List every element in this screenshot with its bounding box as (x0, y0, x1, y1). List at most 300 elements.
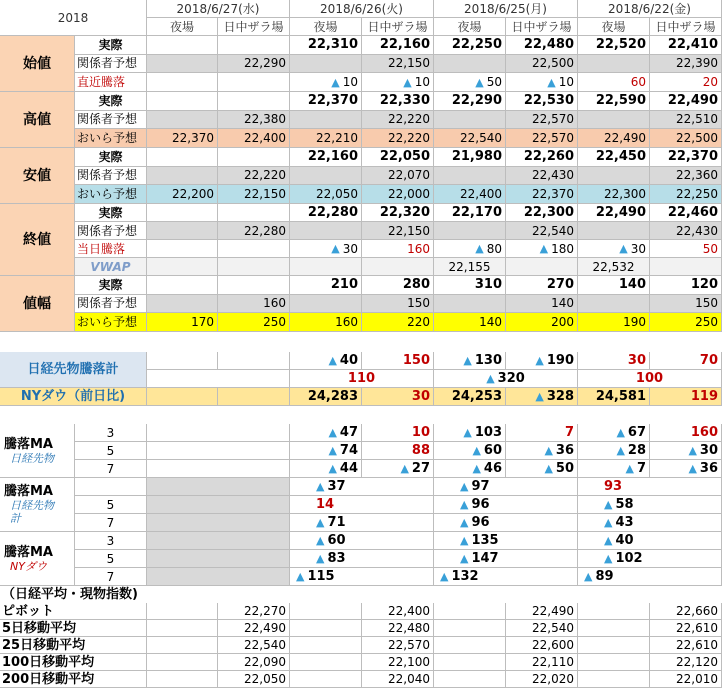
bottom-value: 22,400 (362, 603, 434, 620)
triangle-up-icon: ▲ (331, 242, 340, 255)
triangle-up-icon: ▲ (544, 462, 553, 475)
open_actual-cell: 22,160 (362, 36, 434, 55)
change-value: 10 (414, 75, 430, 90)
ma-up (506, 460, 578, 478)
empty-cell (290, 637, 362, 654)
ma-down: 7 (506, 424, 578, 442)
triangle-up-icon: ▲ (316, 480, 325, 493)
bottom-value: 22,010 (650, 671, 722, 688)
empty-cell (147, 620, 218, 637)
ma-up (434, 532, 578, 550)
low_actual-cell: 21,980 (434, 148, 506, 167)
ma-up (290, 550, 434, 568)
change-value: 36 (555, 443, 574, 458)
empty-cell (578, 603, 650, 620)
ma-empty (147, 532, 290, 550)
bottom-value: 22,490 (218, 620, 290, 637)
year-header: 2018 (0, 0, 147, 36)
change-value: 71 (327, 515, 346, 530)
open_actual-cell: 22,480 (506, 36, 578, 55)
ma-up (290, 568, 434, 586)
nikkei-total: 110 (290, 370, 434, 388)
low_forecast-cell (290, 167, 362, 186)
empty-cell (290, 671, 362, 688)
ma-down: 88 (362, 442, 434, 460)
ma-empty (147, 478, 290, 496)
change-value: 27 (411, 461, 430, 476)
change-value: 60 (327, 533, 346, 548)
change-value: 80 (486, 241, 502, 256)
night-session-header: 夜場 (434, 18, 506, 36)
nydow-cell: 24,283 (290, 388, 362, 406)
bottom-value: 22,100 (362, 654, 434, 671)
night-session-header: 夜場 (290, 18, 362, 36)
change-value: 37 (327, 479, 346, 494)
night-session-header: 夜場 (147, 18, 218, 36)
total-value: 320 (497, 371, 525, 386)
open_forecast-cell (147, 55, 218, 74)
range_actual-cell (218, 276, 290, 295)
change-value: 10 (558, 75, 574, 90)
triangle-up-icon: ▲ (460, 480, 469, 493)
change-value: 36 (699, 461, 718, 476)
empty-cell (434, 620, 506, 637)
ma-up (434, 478, 578, 496)
triangle-up-icon: ▲ (460, 516, 469, 529)
row-label-forecast: 関係者予想 (75, 222, 147, 240)
day-session-header: 日中ザラ場 (362, 18, 434, 36)
range_oirai-cell: 140 (434, 313, 506, 332)
range_oirai-cell: 170 (147, 313, 218, 332)
empty-cell (218, 73, 290, 92)
triangle-up-icon: ▲ (316, 534, 325, 547)
high_forecast-cell: 22,380 (218, 111, 290, 130)
ma-title-block (0, 532, 75, 586)
ma-up (290, 478, 434, 496)
change-value: 50 (486, 75, 502, 90)
change-up-cell (434, 240, 506, 258)
nikkei-sum-down: 150 (362, 352, 434, 370)
triangle-up-icon: ▲ (544, 444, 553, 457)
empty-cell (290, 603, 362, 620)
vwap-cell (290, 258, 362, 276)
range_actual-cell: 280 (362, 276, 434, 295)
nikkei-sum-up (290, 352, 362, 370)
row-label-forecast: 関係者予想 (75, 55, 147, 74)
triangle-up-icon: ▲ (460, 498, 469, 511)
empty-cell (147, 603, 218, 620)
change-up-cell (578, 240, 650, 258)
low_forecast-cell (578, 167, 650, 186)
low_oirai-cell: 22,400 (434, 185, 506, 204)
bottom-value: 22,610 (650, 637, 722, 654)
change-value: 47 (339, 425, 358, 440)
change-value: 7 (636, 461, 646, 476)
change-value: 43 (615, 515, 634, 530)
change-value: 96 (471, 515, 490, 530)
low_oirai-cell: 22,000 (362, 185, 434, 204)
range_forecast-cell (578, 295, 650, 314)
change-value: 50 (555, 461, 574, 476)
ma-up (578, 550, 722, 568)
high_forecast-cell (434, 111, 506, 130)
bottom-value: 22,120 (650, 654, 722, 671)
empty-cell (147, 671, 218, 688)
triangle-up-icon: ▲ (486, 372, 495, 385)
close_forecast-cell (578, 222, 650, 240)
row-label-oirai: おいら予想 (75, 129, 147, 148)
row-label-prev_change: 直近騰落 (75, 73, 147, 92)
range_oirai-cell: 220 (362, 313, 434, 332)
high_oirai-cell: 22,490 (578, 129, 650, 148)
ma-up (434, 442, 506, 460)
low_actual-cell: 22,450 (578, 148, 650, 167)
ma-empty (147, 496, 290, 514)
triangle-up-icon: ▲ (316, 552, 325, 565)
bottom-value: 22,610 (650, 620, 722, 637)
bottom-value: 22,020 (506, 671, 578, 688)
change-value: 40 (615, 533, 634, 548)
low_oirai-cell: 22,200 (147, 185, 218, 204)
ma-up (434, 424, 506, 442)
nydow-cell: 24,581 (578, 388, 650, 406)
high_oirai-cell: 22,210 (290, 129, 362, 148)
close_actual-cell (147, 204, 218, 222)
open_forecast-cell: 22,290 (218, 55, 290, 74)
ma-period: 3 (75, 424, 147, 442)
close_forecast-cell (147, 222, 218, 240)
high_actual-cell (218, 92, 290, 111)
close_actual-cell: 22,460 (650, 204, 722, 222)
ma-period: 5 (75, 550, 147, 568)
ma-up (434, 550, 578, 568)
triangle-up-icon: ▲ (584, 570, 593, 583)
triangle-up-icon: ▲ (604, 552, 613, 565)
empty-cell (218, 352, 290, 370)
bottom-value: 22,490 (506, 603, 578, 620)
section-close: 終値 (0, 204, 75, 276)
close_actual-cell (218, 204, 290, 222)
ma-up (290, 514, 434, 532)
triangle-up-icon: ▲ (547, 75, 556, 89)
change-value: 60 (483, 443, 502, 458)
ma-empty (147, 424, 290, 442)
ma-title: 騰落MA (4, 436, 53, 452)
nydow-cell: 30 (362, 388, 434, 406)
ma-up (578, 460, 650, 478)
open_forecast-cell (290, 55, 362, 74)
range_actual-cell: 140 (578, 276, 650, 295)
high_actual-cell: 22,530 (506, 92, 578, 111)
nydow-cell: 24,253 (434, 388, 506, 406)
triangle-up-icon: ▲ (604, 498, 613, 511)
close_forecast-cell (290, 222, 362, 240)
low_oirai-cell: 22,370 (506, 185, 578, 204)
open_actual-cell: 22,310 (290, 36, 362, 55)
high_forecast-cell: 22,220 (362, 111, 434, 130)
vwap-cell (362, 258, 434, 276)
change-value: 67 (627, 425, 646, 440)
range_forecast-cell (147, 295, 218, 314)
triangle-up-icon: ▲ (616, 444, 625, 457)
triangle-up-icon: ▲ (331, 75, 340, 89)
row-label-forecast: 関係者予想 (75, 167, 147, 186)
range_actual-cell: 210 (290, 276, 362, 295)
nikkei-sum-label: 日経先物騰落計 (0, 352, 147, 388)
triangle-up-icon: ▲ (460, 534, 469, 547)
ma-up (290, 460, 362, 478)
close_forecast-cell: 22,540 (506, 222, 578, 240)
change-value: 190 (546, 353, 574, 368)
ma-title-block (0, 424, 75, 478)
empty-cell (578, 671, 650, 688)
date-header: 2018/6/26(火) (290, 0, 434, 18)
nydow-cell (218, 388, 290, 406)
high_actual-cell: 22,330 (362, 92, 434, 111)
bottom-value: 22,570 (362, 637, 434, 654)
triangle-up-icon: ▲ (463, 354, 472, 367)
high_oirai-cell: 22,370 (147, 129, 218, 148)
range_actual-cell: 310 (434, 276, 506, 295)
triangle-up-icon: ▲ (625, 462, 634, 475)
bottom-row-label: 5日移動平均 (0, 620, 147, 637)
bottom-value: 22,540 (506, 620, 578, 637)
open_forecast-cell (434, 55, 506, 74)
ma-up (578, 442, 650, 460)
open_forecast-cell: 22,500 (506, 55, 578, 74)
ma-subtitle: NYダウ (10, 559, 47, 573)
high_actual-cell: 22,290 (434, 92, 506, 111)
low_actual-cell: 22,160 (290, 148, 362, 167)
low_actual-cell: 22,260 (506, 148, 578, 167)
high_actual-cell: 22,590 (578, 92, 650, 111)
change-value: 328 (546, 389, 574, 404)
bottom-row-label: ピボット (0, 603, 147, 620)
bottom-row-label: 25日移動平均 (0, 637, 147, 654)
bottom-value: 22,050 (218, 671, 290, 688)
change-value: 89 (595, 569, 614, 584)
empty-cell (147, 637, 218, 654)
range_forecast-cell (290, 295, 362, 314)
triangle-up-icon: ▲ (604, 516, 613, 529)
change-value: 180 (551, 241, 574, 256)
ma-up (578, 514, 722, 532)
ma-title-block (0, 478, 75, 532)
row-label-forecast: 関係者予想 (75, 111, 147, 130)
change-value: 102 (615, 551, 643, 566)
change-value: 135 (471, 533, 499, 548)
change-value: 30 (342, 241, 358, 256)
vwap-cell: 22,532 (578, 258, 650, 276)
empty-cell (434, 637, 506, 654)
section-high: 高値 (0, 92, 75, 148)
date-header: 2018/6/22(金) (578, 0, 722, 18)
high_oirai-cell: 22,570 (506, 129, 578, 148)
ma-empty (147, 460, 290, 478)
range_oirai-cell: 160 (290, 313, 362, 332)
change-up-cell (434, 73, 506, 92)
low_oirai-cell: 22,150 (218, 185, 290, 204)
high_oirai-cell: 22,220 (362, 129, 434, 148)
empty-cell (434, 671, 506, 688)
change-up-cell (506, 240, 578, 258)
close_actual-cell: 22,170 (434, 204, 506, 222)
date-header: 2018/6/25(月) (434, 0, 578, 18)
change-value: 96 (471, 497, 490, 512)
low_actual-cell (147, 148, 218, 167)
row-label-actual: 実際 (75, 204, 147, 222)
high_forecast-cell (578, 111, 650, 130)
empty-cell (578, 637, 650, 654)
ma-up (434, 460, 506, 478)
ma-title: 騰落MA (4, 544, 53, 560)
change-value: 130 (474, 353, 502, 368)
bottom-caption: （日経平均・現物指数) (2, 587, 138, 602)
close_actual-cell: 22,280 (290, 204, 362, 222)
low_forecast-cell (434, 167, 506, 186)
ma-up (290, 424, 362, 442)
low_oirai-cell: 22,250 (650, 185, 722, 204)
ma-up (578, 568, 722, 586)
nydow-label: NYダウ（前日比) (0, 388, 147, 406)
ma-up (650, 460, 722, 478)
empty-cell (434, 654, 506, 671)
nikkei-total: 100 (578, 370, 722, 388)
triangle-up-icon: ▲ (472, 444, 481, 457)
change-down-cell: 20 (650, 73, 722, 92)
low_actual-cell: 22,050 (362, 148, 434, 167)
change-value: 30 (699, 443, 718, 458)
open_actual-cell (147, 36, 218, 55)
triangle-up-icon: ▲ (463, 426, 472, 439)
high_actual-cell (147, 92, 218, 111)
row-label-actual: 実際 (75, 92, 147, 111)
ma-subtitle: 日経先物 (10, 499, 54, 512)
ma-empty (147, 514, 290, 532)
triangle-up-icon: ▲ (535, 390, 544, 403)
ma-up (578, 496, 722, 514)
spacer (0, 406, 722, 424)
ma-empty (147, 568, 290, 586)
change-value: 83 (327, 551, 346, 566)
close_actual-cell: 22,320 (362, 204, 434, 222)
row-label-oirai: おいら予想 (75, 185, 147, 204)
high_oirai-cell: 22,540 (434, 129, 506, 148)
low_oirai-cell: 22,300 (578, 185, 650, 204)
low_actual-cell (218, 148, 290, 167)
open_forecast-cell (578, 55, 650, 74)
bottom-value: 22,110 (506, 654, 578, 671)
ma-down: 93 (578, 478, 722, 496)
change-value: 103 (474, 425, 502, 440)
empty-cell (218, 240, 290, 258)
range_forecast-cell: 160 (218, 295, 290, 314)
row-label-oirai: おいら予想 (75, 313, 147, 332)
open_actual-cell (218, 36, 290, 55)
ma-up (290, 532, 434, 550)
change-down-cell: 50 (650, 240, 722, 258)
range_forecast-cell: 150 (650, 295, 722, 314)
ma-down: 10 (362, 424, 434, 442)
low_forecast-cell: 22,220 (218, 167, 290, 186)
ma-period: 5 (75, 496, 147, 514)
ma-period: 7 (75, 514, 147, 532)
triangle-up-icon: ▲ (535, 354, 544, 367)
triangle-up-icon: ▲ (616, 426, 625, 439)
high_forecast-cell (290, 111, 362, 130)
row-label-actual: 実際 (75, 36, 147, 55)
empty-cell (147, 370, 290, 388)
triangle-up-icon: ▲ (539, 242, 549, 255)
nydow-cell (147, 388, 218, 406)
empty-cell (147, 352, 218, 370)
close_actual-cell: 22,490 (578, 204, 650, 222)
ma-down: 14 (290, 496, 434, 514)
ma-period: 7 (75, 460, 147, 478)
range_oirai-cell: 250 (218, 313, 290, 332)
ma-up (578, 532, 722, 550)
high_forecast-cell: 22,570 (506, 111, 578, 130)
change-value: 97 (471, 479, 490, 494)
ma-subtitle: 計 (10, 512, 21, 525)
triangle-up-icon: ▲ (619, 242, 628, 255)
change-up-cell (290, 240, 362, 258)
section-range: 値幅 (0, 276, 75, 332)
ma-empty (147, 442, 290, 460)
change-value: 28 (627, 443, 646, 458)
bottom-value: 22,270 (218, 603, 290, 620)
ma-period: 3 (75, 532, 147, 550)
day-session-header: 日中ザラ場 (218, 18, 290, 36)
change-value: 115 (307, 569, 335, 584)
change-down-cell: 60 (578, 73, 650, 92)
ma-up (362, 460, 434, 478)
open_actual-cell: 22,250 (434, 36, 506, 55)
high_forecast-cell: 22,510 (650, 111, 722, 130)
close_actual-cell: 22,300 (506, 204, 578, 222)
vwap-cell (650, 258, 722, 276)
row-label-actual: 実際 (75, 276, 147, 295)
low_forecast-cell: 22,360 (650, 167, 722, 186)
nikkei-total-up (434, 370, 578, 388)
change-value: 74 (339, 443, 358, 458)
change-value: 58 (615, 497, 634, 512)
nikkei-sum-down: 70 (650, 352, 722, 370)
high_forecast-cell (147, 111, 218, 130)
close_forecast-cell: 22,430 (650, 222, 722, 240)
ma-subtitle: 日経先物 (10, 451, 54, 465)
section-open: 始値 (0, 36, 75, 92)
high_oirai-cell: 22,400 (218, 129, 290, 148)
triangle-up-icon: ▲ (688, 444, 697, 457)
range_actual-cell: 270 (506, 276, 578, 295)
triangle-up-icon: ▲ (604, 534, 613, 547)
ma-up (434, 496, 578, 514)
ma-period: 5 (75, 442, 147, 460)
ma-up (434, 514, 578, 532)
row-label-day_change: 当日騰落 (75, 240, 147, 258)
ma-period: 7 (75, 568, 147, 586)
triangle-up-icon: ▲ (460, 552, 469, 565)
high_oirai-cell: 22,500 (650, 129, 722, 148)
change-down-cell: 160 (362, 240, 434, 258)
empty-cell (147, 73, 218, 92)
ma-down: 160 (650, 424, 722, 442)
triangle-up-icon: ▲ (328, 462, 337, 475)
open_actual-cell: 22,520 (578, 36, 650, 55)
bottom-row-label: 200日移動平均 (0, 671, 147, 688)
range_oirai-cell: 250 (650, 313, 722, 332)
